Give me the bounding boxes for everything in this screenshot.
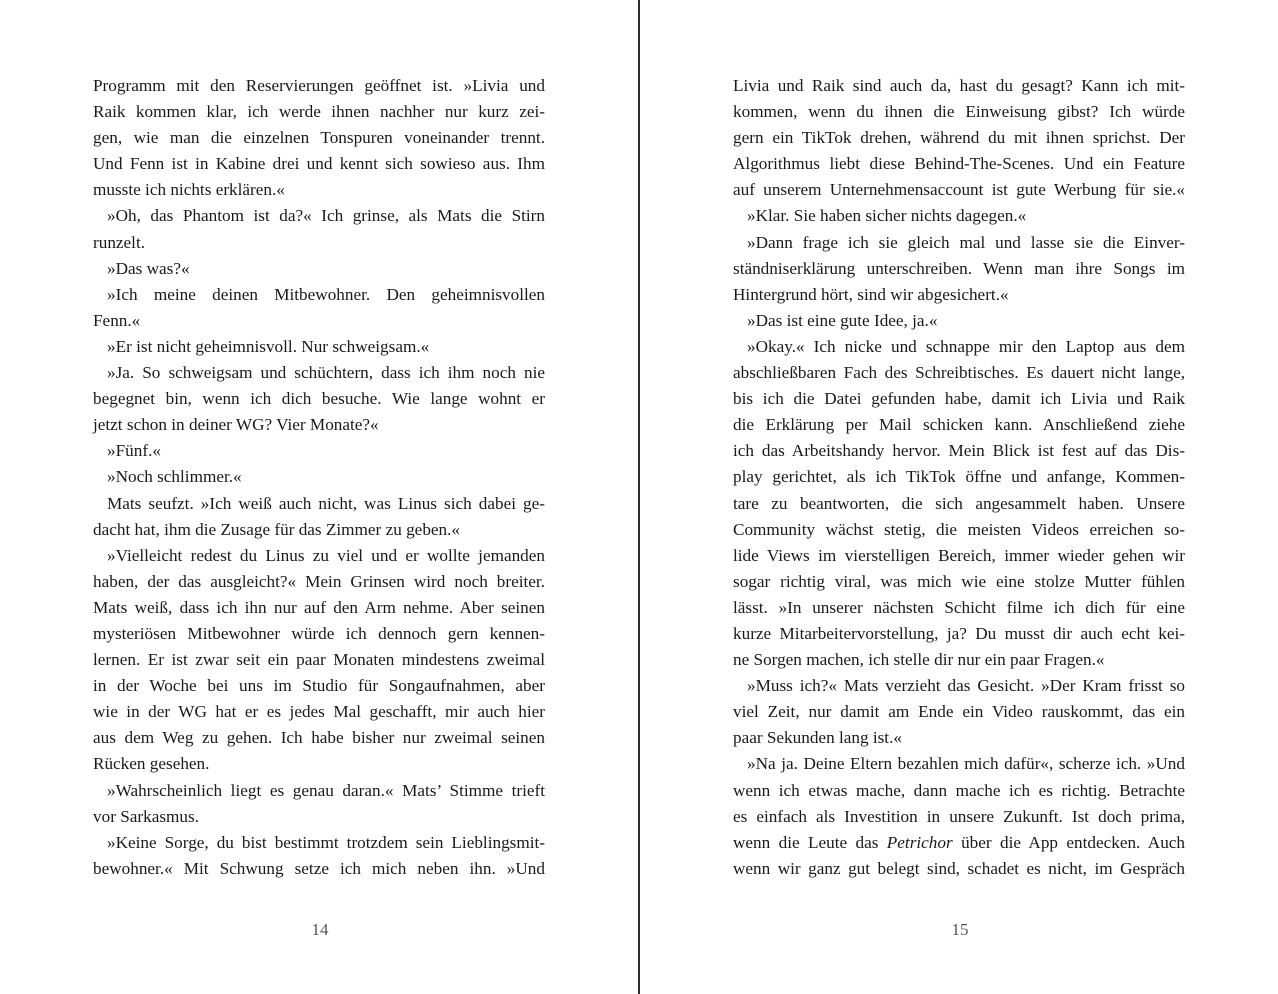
text-line: »Wahrscheinlich liegt es genau daran.« Mats’ Stimme trieft bbox=[107, 780, 545, 800]
text-line: »Vielleicht redest du Linus zu viel und er wollte jemanden bbox=[107, 545, 545, 565]
left-page-text bbox=[93, 73, 545, 882]
text-line: play gerichtet, als ich TikTok öffne und anfange, Kommen- bbox=[733, 467, 1185, 487]
text-line: Algorithmus liebt diese Behind-The-Scenes. Und ein Feature bbox=[733, 154, 1185, 174]
text-line: »Keine Sorge, du bist bestimmt trotzdem sein Lieblingsmit- bbox=[107, 832, 545, 852]
text-line: Hintergrund hört, sind wir abgesichert.« bbox=[733, 284, 1009, 304]
text-line: wenn wir ganz gut belegt sind, schadet es nicht, im Gespräch bbox=[733, 858, 1185, 878]
text-line: lernen. Er ist zwar seit ein paar Monaten mindestens zweimal bbox=[93, 650, 545, 670]
text-line: »Das ist eine gute Idee, ja.« bbox=[747, 310, 938, 330]
text-line: Programm mit den Reservierungen geöffnet ist. »Livia und bbox=[93, 76, 545, 95]
text-line: Livia und Raik sind auch da, hast du gesagt? Kann ich mit- bbox=[733, 76, 1185, 95]
text-line: kurze Mitarbeitervorstellung, ja? Du musst dir auch echt kei- bbox=[733, 623, 1185, 643]
text-line: paar Sekunden lang ist.« bbox=[733, 728, 902, 748]
text-line: musste ich nichts erklären.« bbox=[93, 180, 285, 200]
text-line: »Muss ich?« Mats verzieht das Gesicht. »Der Kram frisst so bbox=[747, 676, 1185, 696]
text-line: »Fünf.« bbox=[107, 441, 161, 461]
left-page-number: 14 bbox=[311, 920, 329, 939]
text-line: sogar richtig viral, was mich wie eine stolze Mutter fühlen bbox=[733, 571, 1185, 591]
text-line: lide Views im vierstelligen Bereich, immer wieder gehen wir bbox=[733, 545, 1185, 565]
text-line: »Das was?« bbox=[107, 258, 190, 278]
text-line: es einfach als Investition in unsere Zukunft. Ist doch prima, bbox=[733, 806, 1185, 826]
text-line: bis ich die Datei gefunden habe, damit ich Livia und Raik bbox=[733, 389, 1185, 409]
left-page bbox=[0, 0, 638, 994]
text-line: gern ein TikTok drehen, während du mit ihnen sprichst. Der bbox=[733, 128, 1185, 148]
text-line: aus dem Weg zu gehen. Ich habe bisher nur zweimal seinen bbox=[93, 728, 545, 748]
right-page-text bbox=[733, 73, 1185, 882]
text-line: bewohner.« Mit Schwung setze ich mich neben ihn. »Und bbox=[93, 858, 545, 878]
text-line: ich das Arbeitshandy hervor. Mein Blick ist fest auf das Dis- bbox=[733, 441, 1185, 461]
text-line: begegnet bin, wenn ich dich besuche. Wie lange wohnt er bbox=[93, 389, 545, 409]
text-line: ständniserklärung unterschreiben. Wenn man ihre Songs im bbox=[733, 258, 1185, 278]
text-line: runzelt. bbox=[93, 232, 146, 252]
text-line: dacht hat, ihm die Zusage für das Zimmer zu geben.« bbox=[93, 519, 461, 539]
text-line: Mats weiß, dass ich ihn nur auf den Arm nehme. Aber seinen bbox=[93, 597, 545, 617]
text-line: haben, der das ausgleicht?« Mein Grinsen wird noch breiter. bbox=[93, 571, 545, 591]
text-line: Rücken gesehen. bbox=[93, 754, 210, 774]
right-page-number: 15 bbox=[951, 920, 969, 939]
text-line: abschließbaren Fach des Schreibtisches. Es dauert nicht lange, bbox=[733, 363, 1185, 383]
text-line: tare zu beantworten, die sich angesammelt haben. Unsere bbox=[733, 493, 1185, 513]
text-line: ne Sorgen machen, ich stelle dir nur ein paar Fragen.« bbox=[733, 650, 1105, 670]
text-line: »Klar. Sie haben sicher nichts dagegen.« bbox=[747, 206, 1027, 226]
text-line: »Noch schlimmer.« bbox=[107, 467, 242, 487]
text-line: Community wächst stetig, die meisten Videos erreichen so- bbox=[733, 519, 1185, 539]
right-page bbox=[640, 0, 1278, 994]
text-line: wenn die Leute das Petrichor über die App entdecken. Auch bbox=[733, 832, 1186, 852]
italic-title: Petrichor bbox=[886, 832, 953, 852]
text-line: wenn ich etwas mache, dann mache ich es richtig. Betrachte bbox=[733, 780, 1185, 800]
text-line: in der Woche bei uns im Studio für Songaufnahmen, aber bbox=[93, 676, 545, 696]
text-line: »Ich meine deinen Mitbewohner. Den geheimnisvollen bbox=[107, 284, 545, 304]
text-line: mysteriösen Mitbewohner würde ich dennoch gern kennen- bbox=[93, 623, 545, 643]
text-line: jetzt schon in deiner WG? Vier Monate?« bbox=[93, 415, 379, 435]
text-line: gen, wie man die einzelnen Tonspuren voneinander trennt. bbox=[93, 128, 545, 148]
text-line: Raik kommen klar, ich werde ihnen nachher nur kurz zei- bbox=[93, 102, 545, 122]
text-line: »Okay.« Ich nicke und schnappe mir den Laptop aus dem bbox=[747, 336, 1185, 356]
text-line: kommen, wenn du ihnen die Einweisung gibst? Ich würde bbox=[733, 102, 1185, 122]
text-line: »Ja. So schweigsam und schüchtern, dass ich ihm noch nie bbox=[107, 363, 545, 383]
text-line: »Er ist nicht geheimnisvoll. Nur schweigsam.« bbox=[107, 336, 430, 356]
text-line: »Na ja. Deine Eltern bezahlen mich dafür«, scherze ich. »Und bbox=[747, 754, 1185, 774]
text-line: wie in der WG hat er es jedes Mal geschafft, mir auch hier bbox=[93, 702, 545, 722]
text-line: lässt. »In unserer nächsten Schicht filme ich dich für eine bbox=[733, 597, 1185, 617]
text-line: »Dann frage ich sie gleich mal und lasse sie die Einver- bbox=[747, 232, 1185, 252]
text-line: Und Fenn ist in Kabine drei und kennt sich sowieso aus. Ihm bbox=[93, 154, 545, 174]
text-line: auf unserem Unternehmensaccount ist gute Werbung für sie.« bbox=[733, 180, 1185, 200]
text-line: »Oh, das Phantom ist da?« Ich grinse, als Mats die Stirn bbox=[107, 206, 545, 226]
text-line: viel Zeit, nur damit am Ende ein Video rauskommt, das ein bbox=[733, 702, 1185, 722]
text-line: vor Sarkasmus. bbox=[93, 806, 199, 826]
text-line: Fenn.« bbox=[93, 310, 141, 330]
text-line: Mats seufzt. »Ich weiß auch nicht, was Linus sich dabei ge- bbox=[107, 493, 545, 513]
text-line: die Erklärung per Mail schicken kann. Anschließend ziehe bbox=[733, 415, 1185, 435]
